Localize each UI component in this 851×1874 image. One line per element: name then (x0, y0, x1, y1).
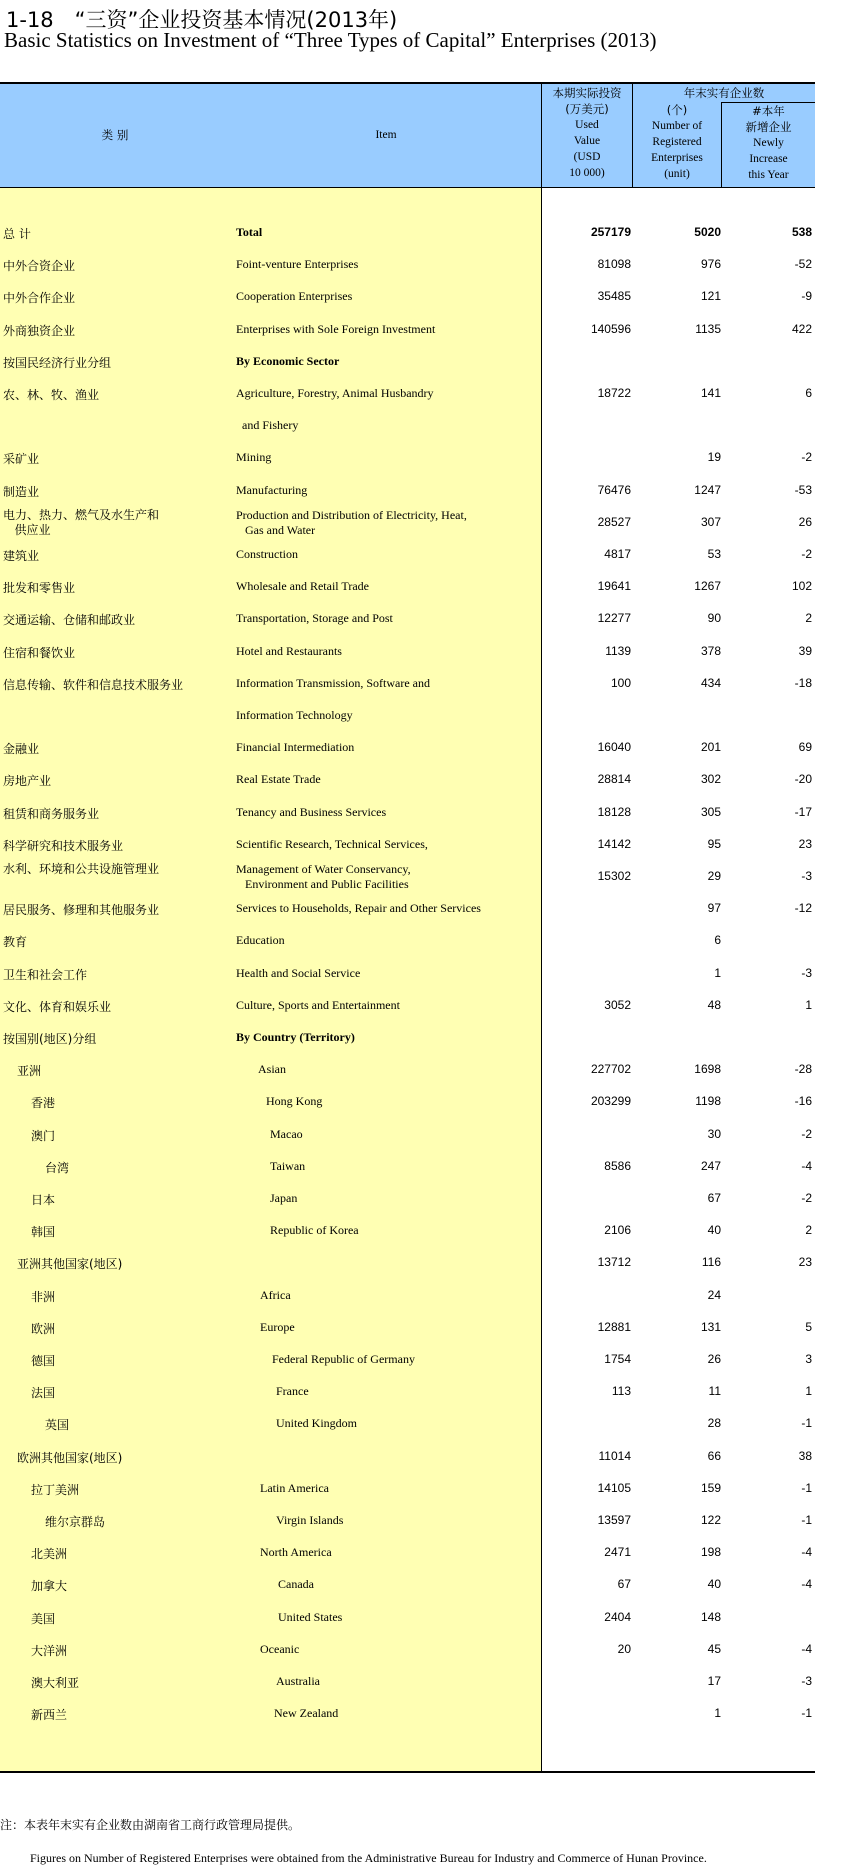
new-increase-cell: -17 (794, 804, 812, 819)
row-category-cn: 香港 (31, 1096, 56, 1111)
used-value-cell: 18128 (597, 804, 631, 819)
table-row (0, 763, 815, 795)
row-category-cn: 电力、热力、燃气及水生产和 供应业 (3, 507, 160, 537)
registered-count-cell: 1 (714, 1706, 721, 1721)
row-item-en: Cooperation Enterprises (236, 289, 353, 304)
new-increase-cell: -2 (801, 450, 812, 465)
registered-count-cell: 1 (714, 965, 721, 980)
registered-count-cell: 45 (707, 1641, 721, 1656)
row-category-cn: 采矿业 (3, 452, 40, 467)
registered-count-cell: 201 (700, 740, 721, 755)
new-increase-cell: 69 (798, 740, 812, 755)
row-item-en: Information Transmission, Software and (236, 675, 430, 690)
used-value-cell: 28814 (597, 772, 631, 787)
used-value-cell: 16040 (597, 740, 631, 755)
new-increase-cell: 1 (805, 997, 812, 1012)
used-value-cell: 8586 (604, 1158, 631, 1173)
new-increase-cell: 2 (805, 611, 812, 626)
used-value-cell: 2106 (604, 1223, 631, 1238)
registered-count-cell: 378 (700, 643, 721, 658)
new-increase-cell: 38 (798, 1448, 812, 1463)
row-item-en: Tenancy and Business Services (236, 804, 387, 819)
registered-count-cell: 434 (700, 675, 721, 690)
row-item-en: Virgin Islands (276, 1513, 344, 1527)
registered-count-cell: 131 (700, 1319, 721, 1334)
table-row (0, 1246, 815, 1278)
row-category-cn: 教育 (3, 935, 28, 950)
registered-line: Registered (652, 136, 702, 148)
note-cn: 注：本表年末实有企业数由湖南省工商行政管理局提供。 (0, 1818, 301, 1832)
registered-count-cell: 1267 (694, 579, 721, 594)
row-category-cn: 外商独资企业 (3, 323, 76, 338)
table-row (0, 1472, 815, 1504)
registered-count-cell: 95 (707, 836, 721, 851)
table-row (0, 1697, 815, 1729)
row-category-cn: 按国民经济行业分组 (3, 355, 112, 370)
new-increase-cell: 6 (805, 386, 812, 400)
row-category-cn: 科学研究和技术服务业 (3, 838, 124, 853)
used-value-cell: 18722 (597, 386, 631, 400)
newly-line: this Year (748, 169, 789, 181)
row-category-cn: 拉丁美洲 (31, 1482, 80, 1497)
used-value-cell: 2404 (604, 1609, 631, 1624)
table-row (0, 602, 815, 634)
registered-count-cell: 1135 (695, 321, 721, 336)
row-item-en: Oceanic (260, 1641, 300, 1656)
header-category: 类 别 (101, 128, 129, 142)
used-value-cell: 140596 (590, 321, 631, 336)
registered-count-cell: 67 (707, 1191, 721, 1205)
new-increase-cell: -12 (794, 901, 812, 916)
row-item-en: Transportation, Storage and Post (236, 611, 393, 626)
row-item-en: Africa (260, 1287, 291, 1302)
table-row (0, 796, 815, 828)
table-title-en: Basic Statistics on Investment of “Three Types of Capital” Enterprises (2013) (4, 28, 657, 52)
registered-count-cell: 976 (700, 257, 721, 272)
table-row (0, 924, 815, 956)
registered-count-cell: 305 (700, 804, 721, 819)
used-value-cell: 35485 (597, 289, 631, 304)
used-value-cell: 14142 (597, 836, 631, 851)
registered-count-cell: 148 (700, 1609, 721, 1624)
used_value-line: 本期实际投资 (552, 86, 622, 100)
registered-count-cell: 198 (700, 1545, 721, 1560)
row-item-en: Federal Republic of Germany (272, 1352, 415, 1366)
used-value-cell: 13597 (597, 1513, 631, 1527)
table-row (0, 1279, 815, 1311)
table-row (0, 989, 815, 1021)
row-category-cn: 金融业 (3, 742, 40, 757)
row-item-en: Management of Water Conservancy, Environment and Public Facilities (236, 862, 411, 891)
registered-count-cell: 116 (701, 1255, 721, 1270)
new-increase-cell: 422 (791, 321, 812, 336)
used-value-cell: 19641 (597, 579, 631, 594)
used-value-cell: 4817 (604, 547, 631, 561)
row-category-cn: 农、林、牧、渔业 (3, 388, 100, 402)
used-value-cell: 12881 (597, 1319, 631, 1334)
row-item-en: Total (236, 225, 263, 239)
table-row (0, 635, 815, 667)
row-item-en: Health and Social Service (236, 965, 361, 980)
registered-count-cell: 159 (700, 1480, 721, 1495)
note-en: Figures on Number of Registered Enterprises were obtained from the Administrative Bureau for Industry and Commerce of Hunan Province. (30, 1851, 707, 1865)
new-increase-cell: -53 (794, 482, 812, 497)
table-row (0, 1633, 815, 1665)
new-increase-cell: 23 (798, 1255, 812, 1270)
row-item-en: Manufacturing (236, 482, 308, 497)
registered-count-cell: 48 (707, 997, 721, 1012)
row-item-en: Latin America (260, 1480, 329, 1495)
registered-count-cell: 11 (708, 1384, 721, 1399)
table-row (0, 1536, 815, 1568)
table-header (0, 82, 815, 188)
new-increase-cell: 39 (798, 643, 812, 658)
new-increase-cell: -52 (794, 257, 812, 272)
registered-count-cell: 5020 (694, 225, 721, 239)
row-item-en: By Economic Sector (236, 353, 340, 368)
row-category-cn: 英国 (45, 1418, 70, 1433)
used-value-cell: 28527 (597, 514, 631, 529)
table-row (0, 441, 815, 473)
registered-count-cell: 24 (707, 1287, 721, 1302)
row-item-en: Canada (278, 1577, 314, 1592)
row-category-cn: 租赁和商务服务业 (3, 806, 100, 821)
table-body (0, 188, 815, 1773)
registered-count-cell: 30 (707, 1126, 721, 1141)
row-category-cn: 中外合作企业 (3, 291, 76, 306)
header-used-value (542, 85, 632, 181)
registered-line: Number of (651, 120, 703, 132)
new-increase-cell: 1 (805, 1384, 812, 1399)
table-row (0, 1182, 815, 1214)
table-row (0, 667, 815, 699)
row-category-cn: 按国别(地区)分组 (3, 1032, 97, 1046)
table-row (0, 538, 815, 570)
new-increase-cell: -1 (801, 1480, 812, 1495)
row-item-en: New Zealand (274, 1706, 339, 1721)
used-value-cell: 15302 (597, 869, 631, 883)
newly-line: Newly (753, 137, 784, 149)
new-increase-cell: -3 (801, 869, 812, 883)
row-category-cn: 新西兰 (31, 1708, 68, 1723)
header-registered-group: 年末实有企业数 (683, 86, 765, 100)
row-item-en: Macao (270, 1126, 303, 1141)
row-category-cn: 中外合资企业 (3, 259, 76, 274)
new-increase-cell: -1 (801, 1416, 812, 1431)
table-row (0, 1021, 815, 1053)
table-row (0, 892, 815, 924)
table-row (0, 1085, 815, 1117)
table-row (0, 1407, 815, 1439)
row-item-en: Asian (258, 1062, 286, 1077)
used-value-cell: 14105 (597, 1480, 631, 1495)
new-increase-cell: 3 (805, 1352, 812, 1366)
registered-count-cell: 19 (707, 450, 721, 465)
used_value-line: 10 000) (569, 167, 605, 179)
registered-count-cell: 28 (707, 1416, 721, 1431)
registered-count-cell: 247 (700, 1158, 721, 1173)
registered-count-cell: 40 (707, 1223, 721, 1238)
row-category-cn: 台湾 (45, 1160, 70, 1175)
row-item-en: United Kingdom (276, 1416, 357, 1431)
row-category-cn: 澳门 (31, 1128, 56, 1143)
registered-count-cell: 122 (700, 1513, 721, 1527)
table-row (0, 280, 815, 312)
used-value-cell: 67 (617, 1577, 631, 1592)
table-row (0, 474, 815, 506)
table-row (0, 570, 815, 602)
new-increase-cell: -4 (801, 1641, 812, 1656)
row-item-en: Wholesale and Retail Trade (236, 579, 369, 594)
new-increase-cell: -4 (801, 1577, 812, 1592)
table-row (0, 1311, 815, 1343)
table-row (0, 409, 815, 441)
new-increase-cell: -9 (801, 289, 812, 304)
row-category-cn: 水利、环境和公共设施管理业 (3, 862, 160, 876)
row-item-en: Scientific Research, Technical Services, (236, 836, 428, 851)
row-category-cn: 总 计 (3, 227, 31, 241)
registered-line: (个) (666, 103, 688, 117)
row-category-cn: 信息传输、软件和信息技术服务业 (3, 677, 184, 692)
row-item-en: Mining (236, 450, 272, 465)
registered-count-cell: 1198 (695, 1094, 721, 1109)
new-increase-cell: -2 (801, 1191, 812, 1205)
row-category-cn: 欧洲 (31, 1321, 56, 1336)
row-item-en: Construction (236, 547, 298, 561)
row-category-cn: 文化、体育和娱乐业 (3, 999, 112, 1014)
row-item-en: Real Estate Trade (236, 772, 321, 787)
row-item-en: By Country (Territory) (236, 1030, 355, 1044)
table-row (0, 957, 815, 989)
registered-count-cell: 53 (707, 547, 721, 561)
row-category-cn: 亚洲其他国家(地区) (17, 1257, 123, 1272)
table-row (0, 1150, 815, 1182)
table-row (0, 1375, 815, 1407)
registered-count-cell: 302 (700, 772, 721, 787)
registered-count-cell: 97 (707, 901, 721, 916)
table-row (0, 828, 815, 860)
row-category-cn: 交通运输、仓储和邮政业 (3, 613, 136, 628)
new-increase-cell: -3 (801, 965, 812, 980)
used-value-cell: 11014 (598, 1448, 631, 1463)
row-category-cn: 维尔京群岛 (45, 1515, 106, 1529)
used_value-line: Value (573, 135, 601, 147)
used-value-cell: 257179 (590, 225, 631, 239)
used-value-cell: 12277 (597, 611, 631, 626)
new-increase-cell: -2 (801, 1126, 812, 1141)
row-item-en: Education (236, 933, 285, 948)
table-row (0, 1053, 815, 1085)
newly-line: 新增企业 (745, 120, 792, 134)
table-row (0, 1665, 815, 1697)
row-item-en: Hong Kong (266, 1094, 323, 1109)
table-row (0, 313, 815, 345)
row-item-en: Australia (276, 1674, 320, 1688)
table-row (0, 1504, 815, 1536)
row-item-en: France (276, 1384, 309, 1399)
table-row (0, 506, 815, 538)
registered-line: Enterprises (651, 152, 703, 164)
row-category-cn: 非洲 (31, 1289, 56, 1304)
registered-count-cell: 17 (707, 1674, 721, 1688)
registered-count-cell: 121 (700, 289, 721, 304)
used_value-line: (USD (573, 151, 601, 163)
row-category-cn: 欧洲其他国家(地区) (17, 1450, 123, 1465)
row-category-cn: 房地产业 (3, 774, 52, 789)
registered-count-cell: 29 (707, 869, 721, 883)
row-category-cn: 居民服务、修理和其他服务业 (3, 903, 160, 918)
new-increase-cell: -20 (794, 772, 812, 787)
table-row (0, 1440, 815, 1472)
used-value-cell: 1139 (605, 643, 631, 658)
registered-count-cell: 1247 (694, 482, 721, 497)
new-increase-cell: 2 (805, 1223, 812, 1238)
row-category-cn: 美国 (31, 1611, 56, 1626)
registered-count-cell: 141 (700, 386, 721, 400)
row-item-en: Production and Distribution of Electricity, Heat, Gas and Water (236, 507, 467, 537)
used-value-cell: 227702 (590, 1062, 631, 1077)
row-category-cn: 日本 (31, 1193, 56, 1207)
used-value-cell: 76476 (597, 482, 631, 497)
new-increase-cell: -28 (794, 1062, 812, 1077)
row-item-en: Culture, Sports and Entertainment (236, 997, 400, 1012)
new-increase-cell: 23 (798, 836, 812, 851)
header-registered (633, 102, 721, 182)
new-increase-cell: -4 (801, 1158, 812, 1173)
table-title-cn: 1-18 “三资”企业投资基本情况(2013年) (6, 8, 398, 32)
new-increase-cell: -3 (801, 1674, 812, 1688)
row-category-cn: 韩国 (31, 1225, 56, 1240)
registered-line: (unit) (664, 168, 690, 180)
row-category-cn: 亚洲 (17, 1064, 42, 1079)
table-row (0, 1568, 815, 1600)
used_value-line: (万美元) (565, 102, 609, 116)
registered-count-cell: 40 (707, 1577, 721, 1592)
row-category-cn: 制造业 (3, 484, 40, 499)
registered-count-cell: 1698 (694, 1062, 721, 1077)
used-value-cell: 113 (611, 1384, 631, 1399)
table-row (0, 1214, 815, 1246)
used-value-cell: 13712 (597, 1255, 631, 1270)
used-value-cell: 203299 (590, 1094, 631, 1109)
table-row (0, 1343, 815, 1375)
row-category-cn: 德国 (31, 1354, 56, 1368)
row-category-cn: 北美洲 (31, 1547, 68, 1562)
new-increase-cell: -1 (801, 1706, 812, 1721)
row-category-cn: 建筑业 (3, 549, 40, 563)
registered-count-cell: 26 (707, 1352, 721, 1366)
row-category-cn: 卫生和社会工作 (3, 967, 88, 982)
new-increase-cell: 5 (805, 1319, 812, 1334)
row-item-en: and Fishery (242, 418, 299, 433)
newly-line: #本年 (752, 104, 785, 118)
row-item-en: Hotel and Restaurants (236, 643, 342, 658)
row-item-en: Financial Intermediation (236, 740, 355, 755)
new-increase-cell: -2 (801, 547, 812, 561)
header-newly-increase (722, 103, 815, 183)
table-row (0, 731, 815, 763)
new-increase-cell: -1 (801, 1513, 812, 1527)
row-item-en: Europe (260, 1319, 295, 1334)
new-increase-cell: 538 (791, 225, 812, 239)
statistics-table (0, 82, 815, 1773)
row-item-en: North America (260, 1545, 332, 1560)
used-value-cell: 2471 (604, 1545, 631, 1560)
table-row (0, 248, 815, 280)
registered-count-cell: 90 (707, 611, 721, 626)
new-increase-cell: -16 (794, 1094, 812, 1109)
row-item-en: Services to Households, Repair and Other Services (236, 901, 481, 916)
row-category-cn: 大洋洲 (31, 1643, 68, 1658)
table-row (0, 345, 815, 377)
used-value-cell: 3052 (604, 997, 631, 1012)
new-increase-cell: 102 (791, 579, 812, 594)
row-item-en: Republic of Korea (270, 1223, 359, 1238)
new-increase-cell: 26 (798, 514, 812, 529)
used-value-cell: 20 (617, 1641, 631, 1656)
table-row (0, 699, 815, 731)
new-increase-cell: -18 (794, 675, 812, 690)
used_value-line: Used (575, 119, 599, 131)
registered-count-cell: 66 (707, 1448, 721, 1463)
row-category-cn: 法国 (31, 1386, 56, 1401)
header-item: Item (375, 129, 397, 141)
table-row (0, 1118, 815, 1150)
row-item-en: Foint-venture Enterprises (236, 257, 359, 272)
registered-count-cell: 6 (714, 933, 721, 948)
new-increase-cell: -4 (801, 1545, 812, 1560)
row-category-cn: 澳大利亚 (31, 1676, 80, 1690)
table-row (0, 216, 815, 248)
row-category-cn: 批发和零售业 (3, 581, 76, 596)
table-row (0, 377, 815, 409)
used-value-cell: 1754 (604, 1352, 631, 1366)
row-item-en: Taiwan (270, 1158, 306, 1173)
row-item-en: Agriculture, Forestry, Animal Husbandry (236, 386, 434, 400)
row-item-en: Information Technology (236, 708, 353, 722)
row-item-en: Japan (270, 1191, 298, 1205)
row-item-en: Enterprises with Sole Foreign Investment (236, 321, 436, 336)
used-value-cell: 100 (610, 675, 631, 690)
row-category-cn: 住宿和餐饮业 (3, 645, 76, 660)
table-row (0, 1601, 815, 1633)
table-row (0, 860, 815, 892)
newly-line: Increase (749, 153, 788, 165)
row-category-cn: 加拿大 (31, 1579, 68, 1594)
registered-count-cell: 307 (700, 514, 721, 529)
row-item-en: United States (278, 1609, 343, 1624)
used-value-cell: 81098 (597, 257, 631, 272)
